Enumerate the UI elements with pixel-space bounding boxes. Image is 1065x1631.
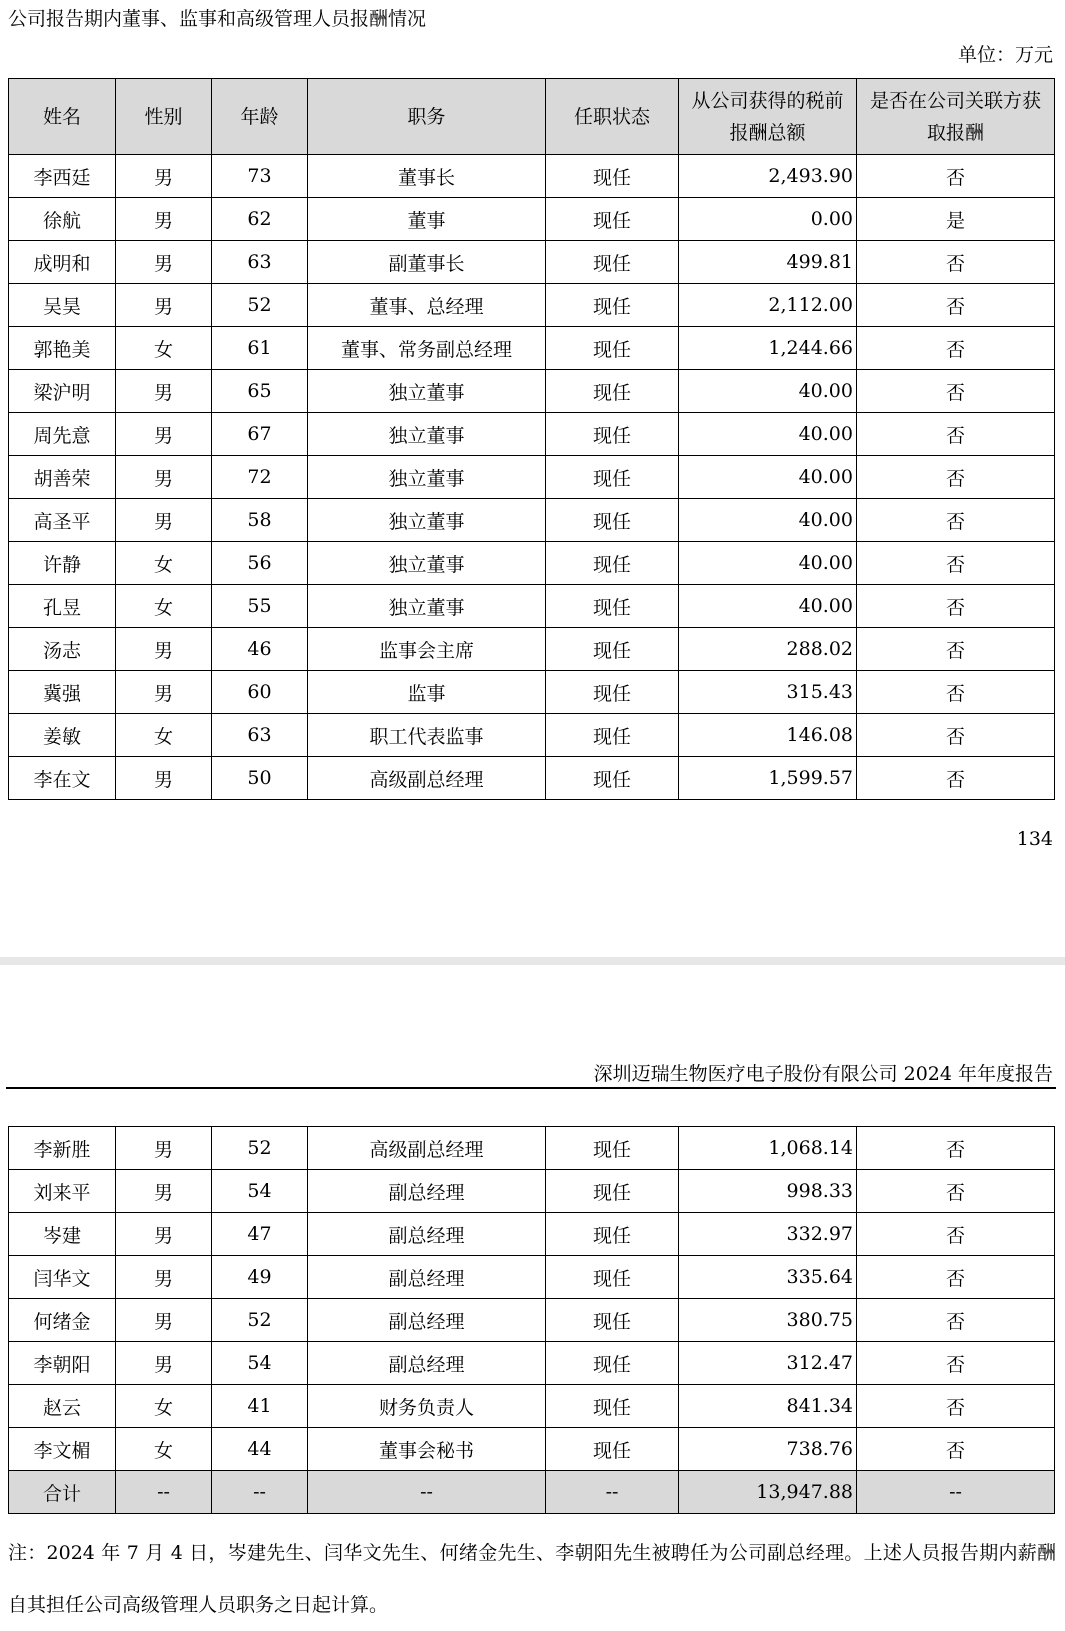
table-cell: 男 xyxy=(116,1170,212,1213)
report-header: 深圳迈瑞生物医疗电子股份有限公司 2024 年年度报告 xyxy=(593,1063,1053,1085)
table-cell: 汤志 xyxy=(9,628,116,671)
page-number: 134 xyxy=(1016,828,1053,850)
table-cell: 独立董事 xyxy=(308,499,546,542)
compensation-table-page1 xyxy=(8,78,1055,800)
table-cell: 独立董事 xyxy=(308,542,546,585)
column-header: 年龄 xyxy=(212,79,308,155)
table-cell: 1,068.14 xyxy=(679,1127,857,1170)
table-cell: 男 xyxy=(116,241,212,284)
table-cell: 现任 xyxy=(546,155,679,198)
table-cell: 周先意 xyxy=(9,413,116,456)
table-cell: 72 xyxy=(212,456,308,499)
table-cell: 380.75 xyxy=(679,1299,857,1342)
table-cell: 47 xyxy=(212,1213,308,1256)
table-cell: 现任 xyxy=(546,327,679,370)
table-cell: 男 xyxy=(116,757,212,800)
table-row xyxy=(9,456,1055,499)
table-row xyxy=(9,327,1055,370)
table-cell: 否 xyxy=(857,757,1055,800)
table-row xyxy=(9,671,1055,714)
table-cell: 董事长 xyxy=(308,155,546,198)
table-cell: 女 xyxy=(116,1428,212,1471)
table-cell: 财务负责人 xyxy=(308,1385,546,1428)
table-cell: 男 xyxy=(116,198,212,241)
table-cell: 男 xyxy=(116,1127,212,1170)
table-row xyxy=(9,155,1055,198)
table-cell: 否 xyxy=(857,370,1055,413)
table-cell: 现任 xyxy=(546,198,679,241)
header-rule xyxy=(6,1087,1056,1089)
table-cell: 现任 xyxy=(546,413,679,456)
table-cell: 男 xyxy=(116,413,212,456)
table-cell: 288.02 xyxy=(679,628,857,671)
table-cell: 56 xyxy=(212,542,308,585)
table-row xyxy=(9,1170,1055,1213)
table-cell: 现任 xyxy=(546,370,679,413)
table-cell: 现任 xyxy=(546,1127,679,1170)
table-cell: 52 xyxy=(212,284,308,327)
table-cell: 副董事长 xyxy=(308,241,546,284)
table-cell: 738.76 xyxy=(679,1428,857,1471)
total-cell: 13,947.88 xyxy=(679,1471,857,1514)
table-cell: 58 xyxy=(212,499,308,542)
table-cell: 独立董事 xyxy=(308,585,546,628)
table-cell: 姜敏 xyxy=(9,714,116,757)
table-cell: 否 xyxy=(857,327,1055,370)
table-cell: 现任 xyxy=(546,1428,679,1471)
table-cell: 否 xyxy=(857,628,1055,671)
table-cell: 女 xyxy=(116,542,212,585)
table-cell: 40.00 xyxy=(679,413,857,456)
table-cell: 1,244.66 xyxy=(679,327,857,370)
column-header: 任职状态 xyxy=(546,79,679,155)
table-cell: 李西廷 xyxy=(9,155,116,198)
table-cell: 女 xyxy=(116,714,212,757)
table-cell: 现任 xyxy=(546,1256,679,1299)
table-cell: 1,599.57 xyxy=(679,757,857,800)
table-cell: 现任 xyxy=(546,1213,679,1256)
table-row xyxy=(9,1299,1055,1342)
table-cell: 女 xyxy=(116,327,212,370)
table-cell: 监事会主席 xyxy=(308,628,546,671)
table-cell: 李新胜 xyxy=(9,1127,116,1170)
table-cell: 副总经理 xyxy=(308,1299,546,1342)
table-cell: 岑建 xyxy=(9,1213,116,1256)
table-row xyxy=(9,370,1055,413)
table-cell: 男 xyxy=(116,1213,212,1256)
table-cell: 40.00 xyxy=(679,585,857,628)
table-cell: 现任 xyxy=(546,1342,679,1385)
table-cell: 现任 xyxy=(546,585,679,628)
table-cell: 52 xyxy=(212,1299,308,1342)
table-row xyxy=(9,1213,1055,1256)
table-cell: 841.34 xyxy=(679,1385,857,1428)
table-cell: 55 xyxy=(212,585,308,628)
column-header: 性别 xyxy=(116,79,212,155)
table-cell: 否 xyxy=(857,241,1055,284)
table-cell: 何绪金 xyxy=(9,1299,116,1342)
table-cell: 41 xyxy=(212,1385,308,1428)
table-cell: 男 xyxy=(116,1256,212,1299)
table-cell: 现任 xyxy=(546,456,679,499)
table-cell: 职工代表监事 xyxy=(308,714,546,757)
table-cell: 否 xyxy=(857,1385,1055,1428)
table-cell: 否 xyxy=(857,499,1055,542)
table-cell: 2,493.90 xyxy=(679,155,857,198)
table-cell: 冀强 xyxy=(9,671,116,714)
table-cell: 梁沪明 xyxy=(9,370,116,413)
table-cell: 现任 xyxy=(546,241,679,284)
table-cell: 独立董事 xyxy=(308,413,546,456)
table-cell: 2,112.00 xyxy=(679,284,857,327)
table-cell: 49 xyxy=(212,1256,308,1299)
unit-label: 单位：万元 xyxy=(957,44,1053,66)
table-cell: 否 xyxy=(857,456,1055,499)
table-cell: 现任 xyxy=(546,714,679,757)
table-cell: 女 xyxy=(116,1385,212,1428)
table-cell: 61 xyxy=(212,327,308,370)
table-cell: 否 xyxy=(857,155,1055,198)
table-cell: 吴昊 xyxy=(9,284,116,327)
table-cell: 40.00 xyxy=(679,456,857,499)
table-cell: 男 xyxy=(116,499,212,542)
table-cell: 男 xyxy=(116,370,212,413)
total-cell: -- xyxy=(308,1471,546,1514)
table-row xyxy=(9,1428,1055,1471)
table-cell: 499.81 xyxy=(679,241,857,284)
table-cell: 312.47 xyxy=(679,1342,857,1385)
table-cell: 高圣平 xyxy=(9,499,116,542)
table-cell: 独立董事 xyxy=(308,456,546,499)
table-cell: 董事、常务副总经理 xyxy=(308,327,546,370)
table-cell: 315.43 xyxy=(679,671,857,714)
table-cell: 否 xyxy=(857,542,1055,585)
table-cell: 是 xyxy=(857,198,1055,241)
table-cell: 40.00 xyxy=(679,370,857,413)
total-cell: 合计 xyxy=(9,1471,116,1514)
table-cell: 男 xyxy=(116,1342,212,1385)
table-cell: 男 xyxy=(116,671,212,714)
table-cell: 徐航 xyxy=(9,198,116,241)
table-cell: 董事 xyxy=(308,198,546,241)
table-row xyxy=(9,1385,1055,1428)
table-cell: 否 xyxy=(857,284,1055,327)
table-cell: 否 xyxy=(857,1299,1055,1342)
table-cell: 郭艳美 xyxy=(9,327,116,370)
table-cell: 44 xyxy=(212,1428,308,1471)
table-cell: 否 xyxy=(857,1428,1055,1471)
table-row xyxy=(9,757,1055,800)
section-title: 公司报告期内董事、监事和高级管理人员报酬情况 xyxy=(8,8,427,30)
table-cell: 146.08 xyxy=(679,714,857,757)
table-cell: 67 xyxy=(212,413,308,456)
table-row xyxy=(9,198,1055,241)
table-cell: 62 xyxy=(212,198,308,241)
table-cell: 现任 xyxy=(546,1385,679,1428)
table-row xyxy=(9,585,1055,628)
table-cell: 李在文 xyxy=(9,757,116,800)
table-cell: 女 xyxy=(116,585,212,628)
table-cell: 闫华文 xyxy=(9,1256,116,1299)
footnote: 注：2024 年 7 月 4 日，岑建先生、闫华文先生、何绪金先生、李朝阳先生被聘任为公司副总经理。上述人员报告期内薪酬自其担任公司高级管理人员职务之日起计算。 xyxy=(8,1542,1056,1616)
table-cell: 胡善荣 xyxy=(9,456,116,499)
table-cell: 现任 xyxy=(546,499,679,542)
table-cell: 副总经理 xyxy=(308,1170,546,1213)
table-row xyxy=(9,714,1055,757)
table-row xyxy=(9,1342,1055,1385)
total-cell: -- xyxy=(116,1471,212,1514)
table-cell: 赵云 xyxy=(9,1385,116,1428)
table-cell: 46 xyxy=(212,628,308,671)
table-cell: 副总经理 xyxy=(308,1256,546,1299)
table-cell: 998.33 xyxy=(679,1170,857,1213)
table-row xyxy=(9,499,1055,542)
table-cell: 否 xyxy=(857,671,1055,714)
table-cell: 监事 xyxy=(308,671,546,714)
column-header: 姓名 xyxy=(9,79,116,155)
table-cell: 50 xyxy=(212,757,308,800)
total-row xyxy=(9,1471,1055,1514)
column-header: 是否在公司关联方获取报酬 xyxy=(857,79,1055,155)
table-cell: 否 xyxy=(857,413,1055,456)
table-row xyxy=(9,1256,1055,1299)
total-cell: -- xyxy=(857,1471,1055,1514)
table-cell: 335.64 xyxy=(679,1256,857,1299)
table-cell: 否 xyxy=(857,714,1055,757)
table-cell: 男 xyxy=(116,155,212,198)
table-cell: 63 xyxy=(212,714,308,757)
table-cell: 否 xyxy=(857,1127,1055,1170)
table-cell: 否 xyxy=(857,1342,1055,1385)
table-cell: 65 xyxy=(212,370,308,413)
table-row xyxy=(9,1127,1055,1170)
table-cell: 现任 xyxy=(546,757,679,800)
table-cell: 副总经理 xyxy=(308,1213,546,1256)
table-cell: 54 xyxy=(212,1342,308,1385)
table-cell: 副总经理 xyxy=(308,1342,546,1385)
table-cell: 男 xyxy=(116,628,212,671)
table-cell: 40.00 xyxy=(679,499,857,542)
table-cell: 332.97 xyxy=(679,1213,857,1256)
table-cell: 现任 xyxy=(546,542,679,585)
table-cell: 现任 xyxy=(546,284,679,327)
column-header: 从公司获得的税前报酬总额 xyxy=(679,79,857,155)
table-cell: 现任 xyxy=(546,628,679,671)
compensation-table-page2 xyxy=(8,1126,1055,1514)
table-cell: 孔昱 xyxy=(9,585,116,628)
table-cell: 现任 xyxy=(546,671,679,714)
table-cell: 李文楣 xyxy=(9,1428,116,1471)
table-cell: 独立董事 xyxy=(308,370,546,413)
table-cell: 否 xyxy=(857,1213,1055,1256)
table-cell: 0.00 xyxy=(679,198,857,241)
table-cell: 现任 xyxy=(546,1299,679,1342)
table-row xyxy=(9,284,1055,327)
table-cell: 否 xyxy=(857,1256,1055,1299)
table-cell: 男 xyxy=(116,284,212,327)
table-cell: 高级副总经理 xyxy=(308,757,546,800)
column-header: 职务 xyxy=(308,79,546,155)
table-cell: 40.00 xyxy=(679,542,857,585)
total-cell: -- xyxy=(212,1471,308,1514)
table-cell: 54 xyxy=(212,1170,308,1213)
table-cell: 许静 xyxy=(9,542,116,585)
table-row xyxy=(9,413,1055,456)
table-cell: 男 xyxy=(116,1299,212,1342)
page-break xyxy=(0,957,1065,965)
table-cell: 现任 xyxy=(546,1170,679,1213)
table-cell: 成明和 xyxy=(9,241,116,284)
table-cell: 73 xyxy=(212,155,308,198)
table-cell: 董事会秘书 xyxy=(308,1428,546,1471)
table-cell: 52 xyxy=(212,1127,308,1170)
table-cell: 60 xyxy=(212,671,308,714)
table-cell: 否 xyxy=(857,1170,1055,1213)
table-cell: 刘来平 xyxy=(9,1170,116,1213)
table-cell: 李朝阳 xyxy=(9,1342,116,1385)
table-row xyxy=(9,628,1055,671)
table-cell: 63 xyxy=(212,241,308,284)
table-row xyxy=(9,241,1055,284)
table-cell: 董事、总经理 xyxy=(308,284,546,327)
table-cell: 男 xyxy=(116,456,212,499)
table-header-row xyxy=(9,79,1055,155)
total-cell: -- xyxy=(546,1471,679,1514)
table-cell: 否 xyxy=(857,585,1055,628)
table-row xyxy=(9,542,1055,585)
table-cell: 高级副总经理 xyxy=(308,1127,546,1170)
